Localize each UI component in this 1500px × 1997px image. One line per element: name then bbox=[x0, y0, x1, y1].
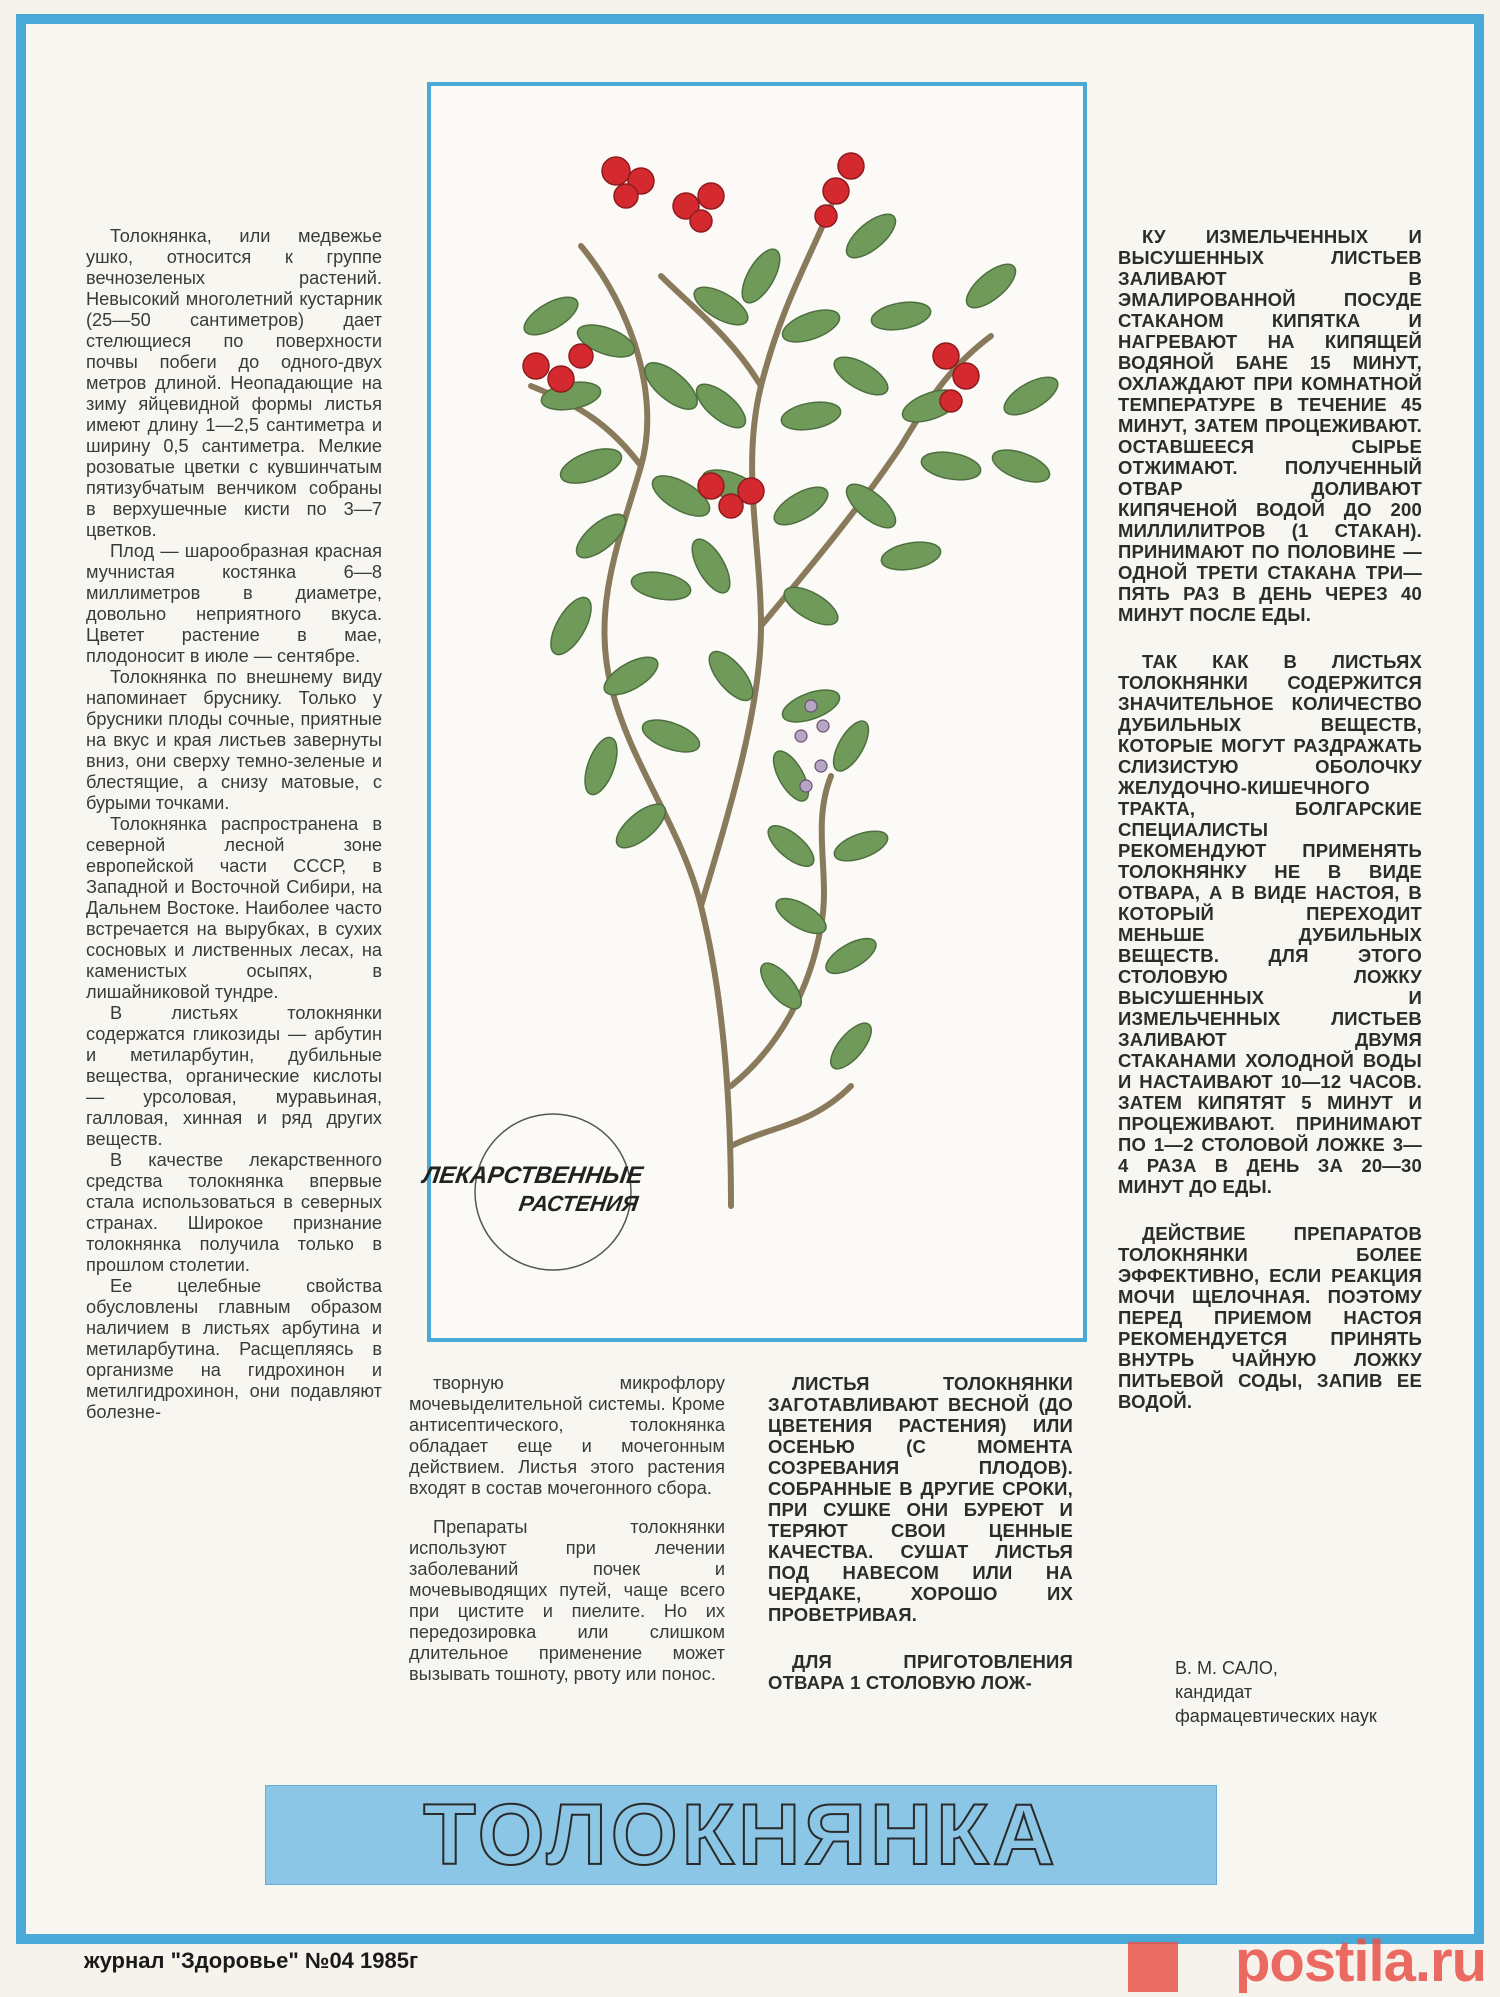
paragraph: Толокнянка распространена в северной лесной зоне европейской части СССР, в Западной и Восточной Сибири, на Дальнем Востоке. Наиболее часто встречается на вырубках, в сухих сосновых и лиственных лесах, на каменистых осыпях, в лишайниковой тундре. bbox=[86, 814, 382, 1002]
stamp-text bbox=[417, 1162, 645, 1218]
paragraph: Ее целебные свойства обусловлены главным образом наличием в листьях арбутина и метиларбутина. Расщепляясь в организме на гидрохинон и метилгидрохинон, они подавляют болезне- bbox=[86, 1276, 382, 1422]
paragraph: ДЛЯ ПРИГОТОВЛЕНИЯ ОТВАРА 1 СТОЛОВУЮ ЛОЖ- bbox=[768, 1651, 1073, 1693]
paragraph: ТАК КАК В ЛИСТЬЯХ ТОЛОКНЯНКИ СОДЕРЖИТСЯ ЗНАЧИТЕЛЬНОЕ КОЛИЧЕСТВО ДУБИЛЬНЫХ ВЕЩЕСТВ, КОТОРЫЕ МОГУТ РАЗДРАЖАТЬ СЛИЗИСТУЮ ОБОЛОЧКУ ЖЕЛУДОЧНО-КИШЕЧНОГО ТРАКТА, БОЛГАРСКИЕ СПЕЦИАЛИСТЫ РЕКОМЕНДУЮТ ПРИМЕНЯТЬ ТОЛОКНЯНКУ НЕ В ВИДЕ ОТВАРА, А В ВИДЕ НАСТОЯ, В КОТОРЫЙ ПЕРЕХОДИТ МЕНЬШЕ ДУБИЛЬНЫХ ВЕЩЕСТВ. ДЛЯ ЭТОГО СТОЛОВУЮ ЛОЖКУ ВЫСУШЕННЫХ И ИЗМЕЛЬЧЕННЫХ ЛИСТЬЕВ ЗАЛИВАЮТ ДВУМЯ СТАКАНАМИ ХОЛОДНОЙ ВОДЫ И НАСТАИВАЮТ 10—12 ЧАСОВ. ЗАТЕМ КИПЯТЯТ 5 МИНУТ И ПРОЦЕЖИВАЮТ. ПРИНИМАЮТ ПО 1—2 СТОЛОВОЙ ЛОЖКЕ 3—4 РАЗА В ДЕНЬ ЗА 20—30 МИНУТ ДО ЕДЫ. bbox=[1118, 651, 1422, 1197]
article-column-3 bbox=[768, 1373, 1073, 1719]
title-banner bbox=[265, 1785, 1217, 1885]
paragraph: творную микрофлору мочевыделительной системы. Кроме антисептического, толокнянка обладает еще и мочегонным действием. Листья этого растения входят в состав мочегонного сбора. bbox=[409, 1373, 725, 1498]
paragraph: Препараты толокнянки используют при лечении заболеваний почек и мочевыводящих путей, чаще всего при цистите и пиелите. Но их передозировка или слишком длительное применение может вызывать тошноту, рвоту или понос. bbox=[409, 1517, 725, 1684]
watermark-logo-icon bbox=[1128, 1942, 1178, 1992]
paragraph: КУ ИЗМЕЛЬЧЕННЫХ И ВЫСУШЕННЫХ ЛИСТЬЕВ ЗАЛИВАЮТ В ЭМАЛИРОВАННОЙ ПОСУДЕ СТАКАНОМ КИПЯТКА И НАГРЕВАЮТ НА КИПЯЩЕЙ ВОДЯНОЙ БАНЕ 15 МИНУТ, ОХЛАЖДАЮТ ПРИ КОМНАТНОЙ ТЕМПЕРАТУРЕ В ТЕЧЕНИЕ 45 МИНУТ, ЗАТЕМ ПРОЦЕЖИВАЮТ. ОСТАВШЕЕСЯ СЫРЬЕ ОТЖИМАЮТ. ПОЛУЧЕННЫЙ ОТВАР ДОЛИВАЮТ КИПЯЧЕНОЙ ВОДОЙ ДО 200 МИЛЛИЛИТРОВ (1 СТАКАН). ПРИНИМАЮТ ПО ПОЛОВИНЕ — ОДНОЙ ТРЕТИ СТАКАНА ТРИ—ПЯТЬ РАЗ В ДЕНЬ ЧЕРЕЗ 40 МИНУТ ПОСЛЕ ЕДЫ. bbox=[1118, 226, 1422, 625]
article-column-2 bbox=[409, 1373, 725, 1703]
paragraph: Толокнянка, или медвежье ушко, относится к группе вечнозеленых растений. Невысокий многолетний кустарник (25—50 сантиметров) дает стелющиеся по поверхности почвы побеги до одного-двух метров длиной. Неопадающие на зиму яйцевидной формы листья имеют длину 1—2,5 сантиметра и ширину 0,5 сантиметра. Мелкие розоватые цветки с кувшинчатым пятизубчатым венчиком собраны в верхушечные кисти по 3—7 цветков. bbox=[86, 226, 382, 540]
author-title: кандидат bbox=[1175, 1682, 1253, 1702]
author-degree: фармацевтических наук bbox=[1175, 1706, 1377, 1726]
article-column-1 bbox=[86, 226, 382, 1423]
author-name: В. М. САЛО, bbox=[1175, 1658, 1278, 1678]
paragraph: В качестве лекарственного средства толокнянка впервые стала использоваться в северных странах. Широкое признание толокнянка получила только в прошлом столетии. bbox=[86, 1150, 382, 1275]
paragraph: ЛИСТЬЯ ТОЛОКНЯНКИ ЗАГОТАВЛИВАЮТ ВЕСНОЙ (ДО ЦВЕТЕНИЯ РАСТЕНИЯ) ИЛИ ОСЕНЬЮ (С МОМЕНТА СОЗРЕВАНИЯ ПЛОДОВ). СОБРАННЫЕ В ДРУГИЕ СРОКИ, ПРИ СУШКЕ ОНИ БУРЕЮТ И ТЕРЯЮТ СВОИ ЦЕННЫЕ КАЧЕСТВА. СУШАТ ЛИСТЬЯ ПОД НАВЕСОМ ИЛИ НА ЧЕРДАКЕ, ХОРОШО ИХ ПРОВЕТРИВАЯ. bbox=[768, 1373, 1073, 1625]
paragraph: ДЕЙСТВИЕ ПРЕПАРАТОВ ТОЛОКНЯНКИ БОЛЕЕ ЭФФЕКТИВНО, ЕСЛИ РЕАКЦИЯ МОЧИ ЩЕЛОЧНАЯ. ПОЭТОМУ ПЕРЕД ПРИЕМОМ НАСТОЯ РЕКОМЕНДУЕТСЯ ПРИНЯТЬ ВНУТРЬ ЧАЙНУЮ ЛОЖКУ ПИТЬЕВОЙ СОДЫ, ЗАПИВ ЕЕ ВОДОЙ. bbox=[1118, 1223, 1422, 1412]
stamp-line-2: РАСТЕНИЯ bbox=[517, 1191, 640, 1216]
section-stamp bbox=[403, 1082, 653, 1272]
paragraph: В листьях толокнянки содержатся гликозиды — арбутин и метиларбутин, дубильные вещества, органические кислоты — урсоловая, муравьиная, галловая, хинная и ряд других веществ. bbox=[86, 1003, 382, 1149]
article-column-4 bbox=[1118, 226, 1422, 1438]
source-caption: журнал "Здоровье" №04 1985г bbox=[84, 1948, 419, 1973]
paragraph: Плод — шарообразная красная мучнистая костянка 6—8 миллиметров в диаметре, довольно неприятного вкуса. Цветет растение в мае, плодоносит в июле — сентябре. bbox=[86, 541, 382, 666]
paragraph: Толокнянка по внешнему виду напоминает бруснику. Только у брусники плоды сочные, приятные на вкус и края листьев завернуты вниз, они сверху темно-зеленые и блестящие, а снизу матовые, с бурыми точками. bbox=[86, 667, 382, 813]
watermark: postila.ru bbox=[1234, 1929, 1486, 1994]
banner-title: ТОЛОКНЯНКА bbox=[423, 1787, 1059, 1883]
stamp-line-1: ЛЕКАРСТВЕННЫЕ bbox=[421, 1162, 645, 1189]
author-signature bbox=[1175, 1656, 1377, 1728]
